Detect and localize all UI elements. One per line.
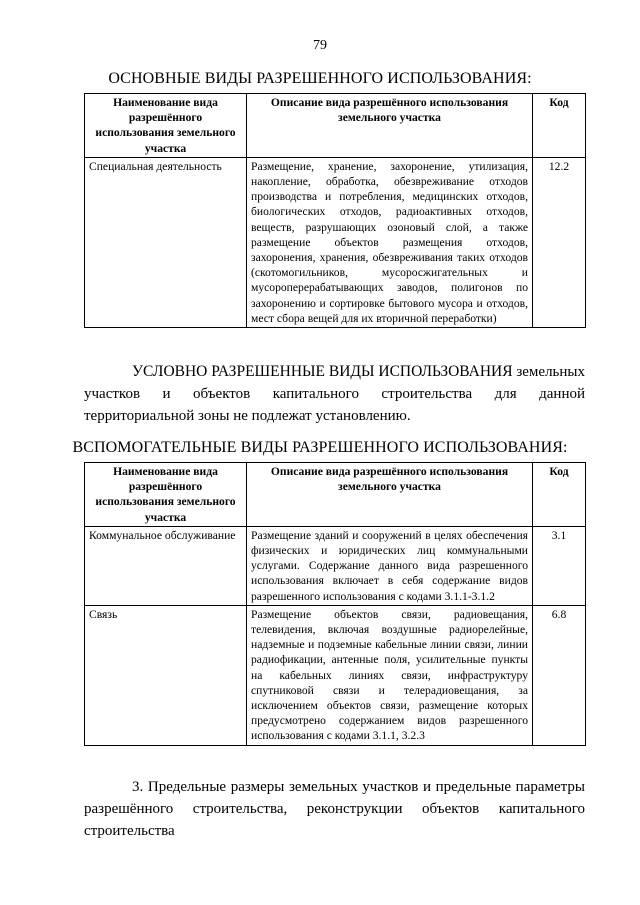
header-name: Наименование вида разрешённого использования земельного участка bbox=[85, 94, 247, 158]
use-code: 12.2 bbox=[533, 157, 586, 327]
use-code: 3.1 bbox=[533, 526, 586, 605]
closing-paragraph: 3. Предельные размеры земельных участков и предельные параметры разрешённого строительства, реконструкции объектов капитального строительства bbox=[84, 779, 585, 839]
main-section-title: ОСНОВНЫЕ ВИДЫ РАЗРЕШЕННОГО ИСПОЛЬЗОВАНИЯ: bbox=[108, 70, 532, 87]
header-code: Код bbox=[533, 94, 586, 158]
use-description: Размещение зданий и сооружений в целях обеспечения физических и юридических лиц коммунальными услугами. Содержание данного вида разрешенного использования включает в себя содержание видов разрешенного использования с кодами 3.1.1-3.1.2 bbox=[247, 526, 533, 605]
header-name: Наименование вида разрешённого использования земельного участка bbox=[85, 463, 247, 527]
use-description: Размещение объектов связи, радиовещания, телевидения, включая воздушные радиорелейные, надземные и подземные кабельные линии связи, линии радиофикации, антенные поля, усилительные пункты на кабельных линиях связи, инфраструктуру спутниковой связи и телерадиовещания, за исключением объектов связи, размещение которых предусмотрено содержанием видов разрешенного использования с кодами 3.1.1, 3.2.3 bbox=[247, 605, 533, 745]
auxiliary-uses-table bbox=[84, 462, 586, 746]
auxiliary-section-title: ВСПОМОГАТЕЛЬНЫЕ ВИДЫ РАЗРЕШЕННОГО ИСПОЛЬЗОВАНИЯ: bbox=[72, 439, 568, 456]
conditional-uses-paragraph bbox=[84, 361, 585, 427]
use-name: Специальная деятельность bbox=[85, 157, 247, 327]
main-uses-table bbox=[84, 93, 586, 328]
use-name: Связь bbox=[85, 605, 247, 745]
table-row bbox=[85, 526, 586, 605]
header-description: Описание вида разрешённого использования земельного участка bbox=[247, 94, 533, 158]
table-row bbox=[85, 157, 586, 327]
use-code: 6.8 bbox=[533, 605, 586, 745]
table-header-row bbox=[85, 94, 586, 158]
conditional-uses-text: земельных участков и объектов капитального строительства для данной территориальной зоны не подлежат установлению. bbox=[84, 364, 586, 424]
use-name: Коммунальное обслуживание bbox=[85, 526, 247, 605]
header-description: Описание вида разрешённого использования земельного участка bbox=[247, 463, 533, 527]
table-row bbox=[85, 605, 586, 745]
page-number: 79 bbox=[313, 38, 327, 53]
use-description: Размещение, хранение, захоронение, утилизация, накопление, обработка, обезвреживание отходов производства и потребления, медицинских отходов, биологических отходов, радиоактивных отходов, веществ, разрушающих озоновый слой, а также размещение объектов размещения отходов, захоронения, хранения, обезвреживания таких отходов (скотомогильников, мусоросжигательных и мусороперерабатывающих заводов, полигонов по захоронению и сортировке бытового мусора и отходов, мест сбора вещей для их вторичной переработки) bbox=[247, 157, 533, 327]
conditional-uses-caps: УСЛОВНО РАЗРЕШЕННЫЕ ВИДЫ ИСПОЛЬЗОВАНИЯ bbox=[132, 363, 513, 380]
header-code: Код bbox=[533, 463, 586, 527]
table-header-row bbox=[85, 463, 586, 527]
